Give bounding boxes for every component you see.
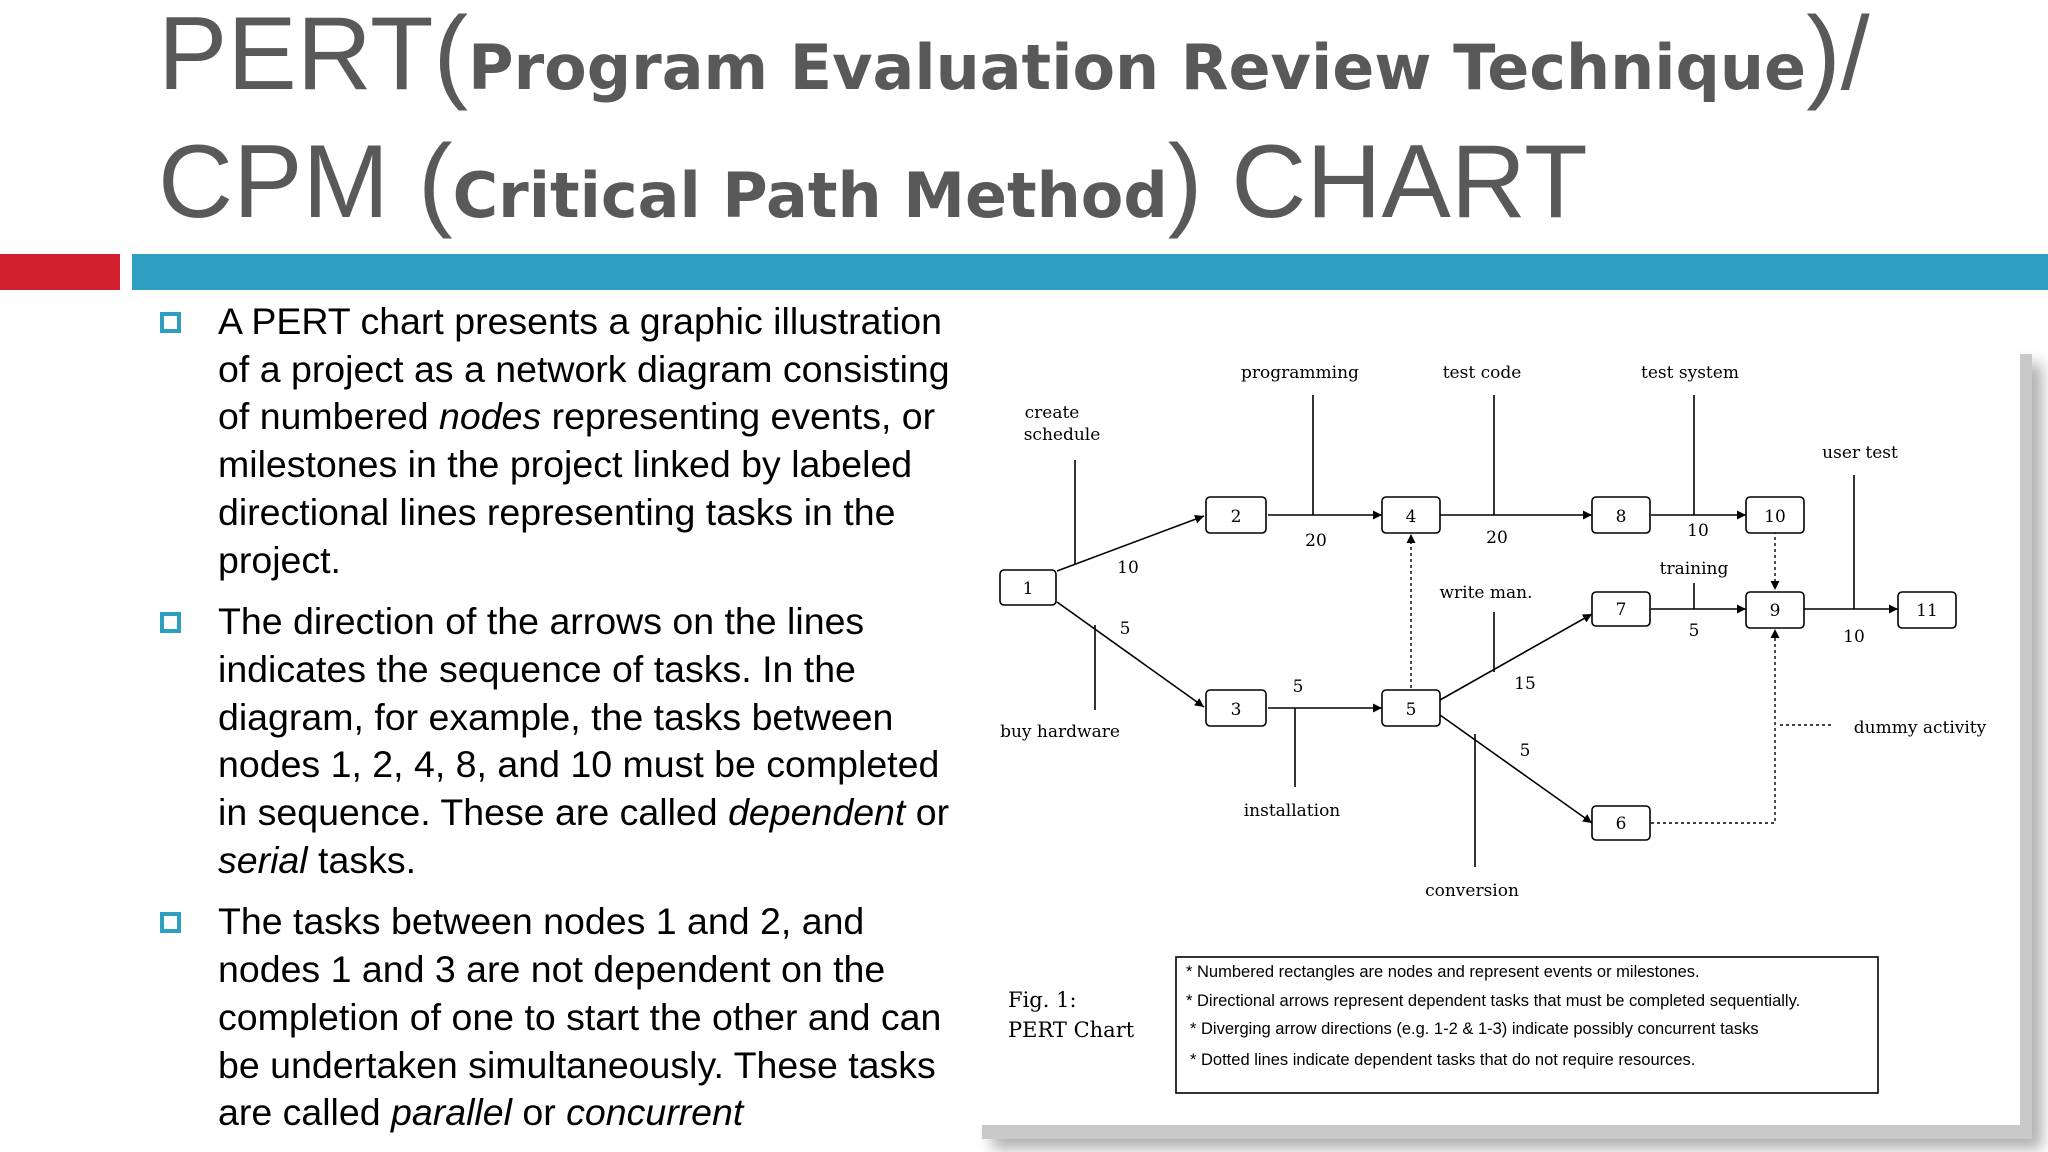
emphasized-term: concurrent	[566, 1091, 744, 1134]
arrow-1-3	[1057, 602, 1204, 707]
bullet-text	[218, 600, 949, 881]
task-installation-label: installation	[1243, 801, 1341, 821]
task-test-code-label: test code	[1442, 363, 1522, 383]
square-bullet-icon	[160, 612, 181, 633]
node-7-label: 7	[1615, 600, 1627, 620]
emphasized-term: nodes	[438, 395, 542, 438]
text-run: representing events, or milestones in the project linked by labeled directional lines representing tasks in the project.	[218, 395, 936, 581]
node-11-label: 11	[1916, 601, 1938, 621]
duration-3-5: 5	[1292, 677, 1304, 697]
emphasized-term: parallel	[391, 1091, 512, 1134]
pert-figure	[970, 340, 2020, 1125]
text-run: or	[511, 1091, 567, 1134]
title-line-2	[158, 124, 1588, 240]
node-9-label: 9	[1769, 601, 1781, 621]
task-test-system-label: test system	[1641, 363, 1739, 383]
node-10-label: 10	[1764, 507, 1786, 527]
node-1-label: 1	[1022, 579, 1034, 599]
node-6-label: 6	[1615, 814, 1627, 834]
node-8-label: 8	[1615, 507, 1627, 527]
emphasized-term: dependent	[728, 791, 906, 834]
node-2-label: 2	[1230, 507, 1242, 527]
text-run: or	[905, 791, 950, 834]
title-pert: PERT(	[158, 0, 469, 112]
node-3-label: 3	[1230, 700, 1242, 720]
duration-5-6: 5	[1519, 741, 1531, 761]
figure-label-1: Fig. 1:	[1008, 988, 1077, 1012]
title-slash: )/	[1806, 0, 1870, 112]
arrow-5-6	[1440, 715, 1592, 823]
duration-2-4: 20	[1305, 531, 1327, 551]
bullet-item	[156, 298, 956, 584]
dummy-arrow-6-9	[1651, 629, 1775, 823]
text-run: The tasks between nodes 1 and 2, and nodes 1 and 3 are not dependent on the completion of one to start the other and can be undertaken simultaneously. These tasks are called	[218, 900, 942, 1134]
title-cpm: CPM (	[158, 124, 453, 240]
pert-diagram	[970, 340, 2020, 1125]
task-create-label-1: create	[1024, 403, 1080, 423]
task-conversion-label: conversion	[1425, 881, 1519, 901]
bullet-item	[156, 598, 956, 884]
bullet-text	[218, 300, 950, 581]
figure-label-2: PERT Chart	[1008, 1018, 1135, 1042]
title-pert-expansion: Program Evaluation Review Technique	[468, 31, 1807, 104]
text-run: A PERT chart presents a graphic illustration of a project as a network diagram consisting of numbered	[218, 300, 950, 438]
emphasized-term: serial	[218, 838, 308, 881]
task-programming-label: programming	[1241, 363, 1359, 383]
task-write-manual-label: write man.	[1439, 583, 1533, 603]
legend-line-2: * Directional arrows represent dependent tasks that must be completed sequentially.	[1186, 992, 1801, 1010]
node-4-label: 4	[1405, 507, 1417, 527]
duration-5-7: 15	[1514, 674, 1536, 694]
task-create-label-2: schedule	[1023, 425, 1101, 445]
text-run: The direction of the arrows on the lines indicates the sequence of tasks. In the diagram, for example, the tasks between nodes 1, 2, 4, 8, and 10 must be completed in sequence. These are called	[218, 600, 940, 834]
title-chart: ) CHART	[1167, 124, 1588, 240]
duration-8-10: 10	[1687, 521, 1709, 541]
bullet-item	[156, 898, 956, 1137]
accent-bar-red	[0, 254, 120, 290]
duration-7-9: 5	[1688, 621, 1700, 641]
task-dummy-activity-label: dummy activity	[1853, 718, 1987, 738]
node-5-label: 5	[1405, 700, 1417, 720]
duration-1-2: 10	[1117, 558, 1139, 578]
title-cpm-expansion: Critical Path Method	[452, 159, 1168, 232]
duration-1-3: 5	[1119, 619, 1131, 639]
task-buy-hardware-label: buy hardware	[1000, 722, 1120, 742]
title-line-1	[158, 0, 1870, 112]
duration-4-8: 20	[1486, 528, 1508, 548]
square-bullet-icon	[160, 912, 181, 933]
duration-9-11: 10	[1843, 627, 1865, 647]
square-bullet-icon	[160, 312, 181, 333]
legend-line-1: * Numbered rectangles are nodes and represent events or milestones.	[1186, 963, 1700, 981]
task-training-label: training	[1659, 559, 1729, 579]
legend-line-4: * Dotted lines indicate dependent tasks that do not require resources.	[1190, 1051, 1696, 1069]
bullet-list	[156, 298, 956, 1151]
text-run: tasks.	[307, 838, 416, 881]
accent-bar-blue	[132, 254, 2048, 290]
legend-line-3: * Diverging arrow directions (e.g. 1-2 & 1-3) indicate possibly concurrent tasks	[1190, 1020, 1759, 1038]
task-user-test-label: user test	[1822, 443, 1898, 463]
bullet-text	[218, 900, 941, 1133]
